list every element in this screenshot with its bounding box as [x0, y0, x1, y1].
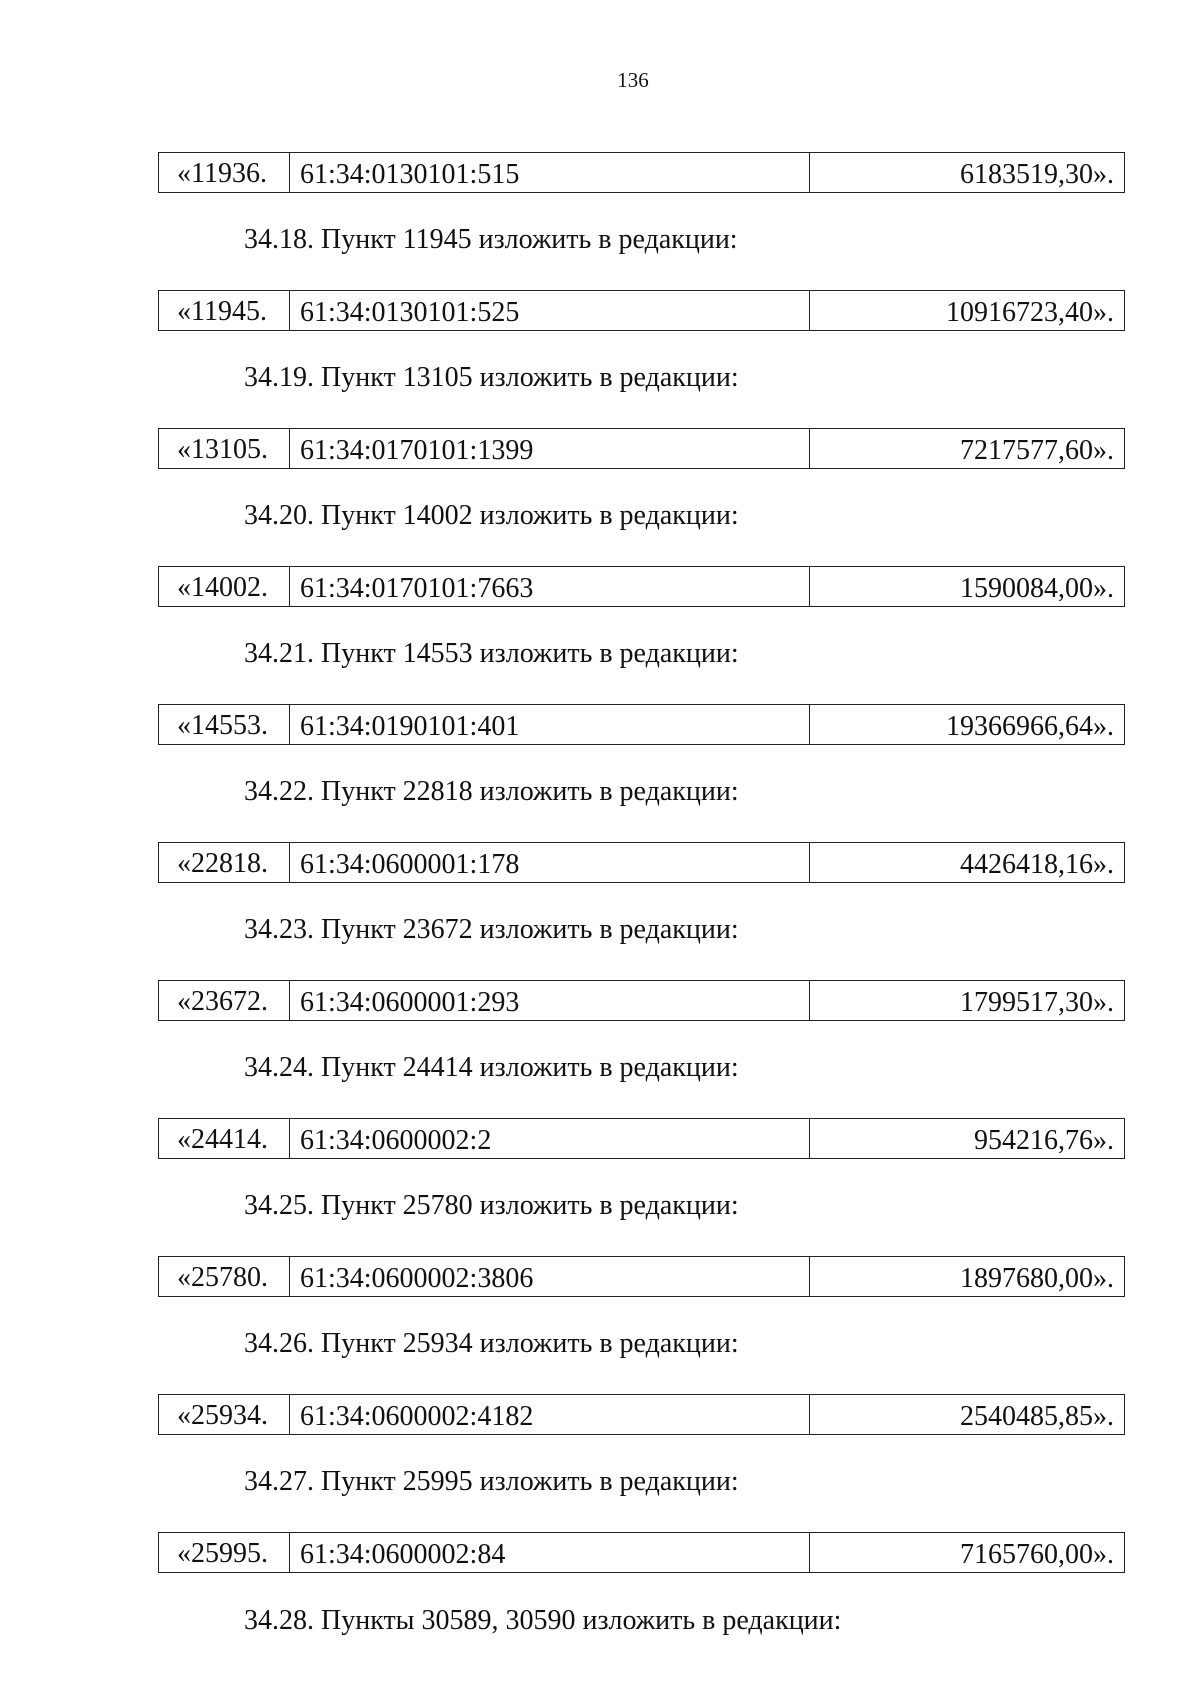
- cadastral-value: 1590084,00».: [810, 567, 1125, 607]
- record-number: «22818.: [159, 843, 290, 883]
- table-row: [159, 153, 1125, 193]
- amendment-instruction: 34.25. Пункт 25780 изложить в редакции:: [244, 1190, 739, 1221]
- record-number: «11945.: [159, 291, 290, 331]
- table-row: [159, 567, 1125, 607]
- amendment-instruction: 34.18. Пункт 11945 изложить в редакции:: [244, 224, 738, 255]
- amendment-instruction: 34.26. Пункт 25934 изложить в редакции:: [244, 1328, 739, 1359]
- table-row: [159, 1533, 1125, 1573]
- cadastral-number: 61:34:0600002:3806: [290, 1257, 810, 1297]
- record-table: [158, 704, 1125, 745]
- record-number: «25780.: [159, 1257, 290, 1297]
- cadastral-number: 61:34:0130101:525: [290, 291, 810, 331]
- cadastral-number: 61:34:0170101:1399: [290, 429, 810, 469]
- cadastral-number: 61:34:0600002:84: [290, 1533, 810, 1573]
- cadastral-value: 1799517,30».: [810, 981, 1125, 1021]
- amendment-instruction: 34.24. Пункт 24414 изложить в редакции:: [244, 1052, 739, 1083]
- amendment-instruction: 34.19. Пункт 13105 изложить в редакции:: [244, 362, 739, 393]
- record-table: [158, 428, 1125, 469]
- cadastral-value: 6183519,30».: [810, 153, 1125, 193]
- cadastral-number: 61:34:0600001:293: [290, 981, 810, 1021]
- document-body: [158, 152, 1125, 1635]
- table-row: [159, 1119, 1125, 1159]
- amendment-instruction: 34.22. Пункт 22818 изложить в редакции:: [244, 776, 739, 807]
- cadastral-number: 61:34:0600001:178: [290, 843, 810, 883]
- table-row: [159, 291, 1125, 331]
- amendment-instruction: 34.23. Пункт 23672 изложить в редакции:: [244, 914, 739, 945]
- amendment-instruction: 34.28. Пункты 30589, 30590 изложить в редакции:: [244, 1605, 842, 1636]
- table-row: [159, 981, 1125, 1021]
- record-number: «13105.: [159, 429, 290, 469]
- record-table: [158, 1118, 1125, 1159]
- table-row: [159, 1395, 1125, 1435]
- record-number: «11936.: [159, 153, 290, 193]
- cadastral-number: 61:34:0190101:401: [290, 705, 810, 745]
- record-number: «14002.: [159, 567, 290, 607]
- table-row: [159, 705, 1125, 745]
- cadastral-number: 61:34:0600002:2: [290, 1119, 810, 1159]
- record-table: [158, 1394, 1125, 1435]
- record-number: «23672.: [159, 981, 290, 1021]
- record-table: [158, 290, 1125, 331]
- record-table: [158, 842, 1125, 883]
- table-row: [159, 1257, 1125, 1297]
- record-number: «24414.: [159, 1119, 290, 1159]
- record-table: [158, 152, 1125, 193]
- table-row: [159, 843, 1125, 883]
- cadastral-value: 7165760,00».: [810, 1533, 1125, 1573]
- record-table: [158, 566, 1125, 607]
- record-number: «25934.: [159, 1395, 290, 1435]
- record-number: «25995.: [159, 1533, 290, 1573]
- cadastral-value: 7217577,60».: [810, 429, 1125, 469]
- cadastral-value: 4426418,16».: [810, 843, 1125, 883]
- record-table: [158, 980, 1125, 1021]
- record-number: «14553.: [159, 705, 290, 745]
- table-row: [159, 429, 1125, 469]
- cadastral-number: 61:34:0600002:4182: [290, 1395, 810, 1435]
- amendment-instruction: 34.20. Пункт 14002 изложить в редакции:: [244, 500, 739, 531]
- record-table: [158, 1532, 1125, 1573]
- cadastral-number: 61:34:0130101:515: [290, 153, 810, 193]
- cadastral-value: 2540485,85».: [810, 1395, 1125, 1435]
- amendment-instruction: 34.21. Пункт 14553 изложить в редакции:: [244, 638, 739, 669]
- cadastral-number: 61:34:0170101:7663: [290, 567, 810, 607]
- amendment-instruction: 34.27. Пункт 25995 изложить в редакции:: [244, 1466, 739, 1497]
- page-number: 136: [617, 68, 649, 92]
- cadastral-value: 1897680,00».: [810, 1257, 1125, 1297]
- cadastral-value: 19366966,64».: [810, 705, 1125, 745]
- cadastral-value: 10916723,40».: [810, 291, 1125, 331]
- record-table: [158, 1256, 1125, 1297]
- cadastral-value: 954216,76».: [810, 1119, 1125, 1159]
